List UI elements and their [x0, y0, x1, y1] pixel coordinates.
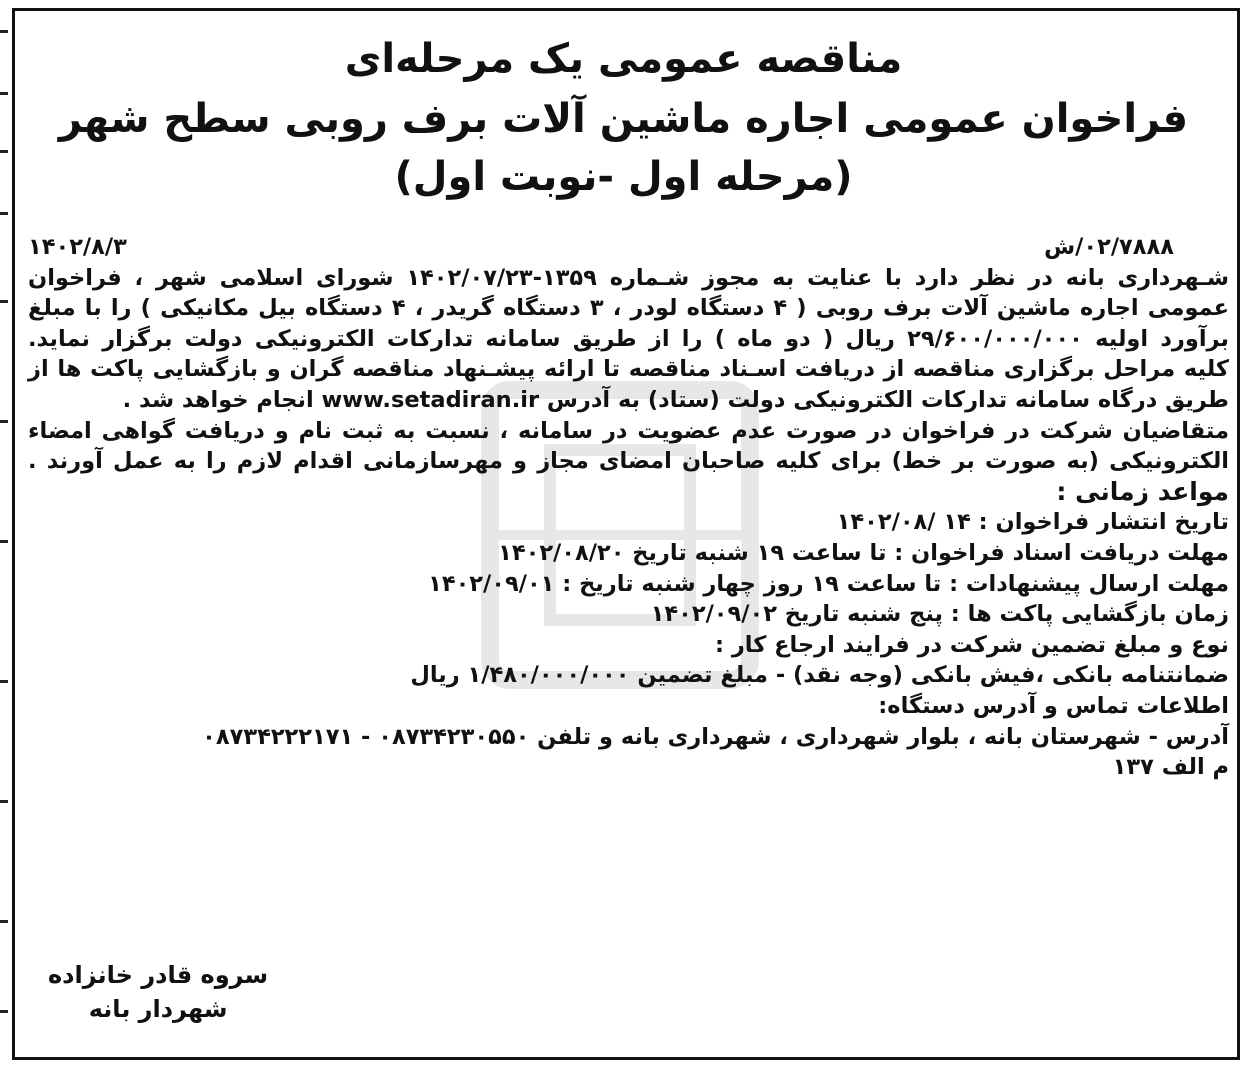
title-line-3: (مرحله اول -نوبت اول) — [394, 154, 853, 200]
schedule-item-publish: تاریخ انتشار فراخوان : ۱۴ /۱۴۰۲/۰۸ — [836, 509, 1229, 536]
membership-line-1: متقاضیان شرکت در فراخوان در صورت عدم عضویت در سامانه ، نسبت به ثبت نام و دریافت گواهی امضاء — [28, 417, 1229, 444]
membership-line-2: الکترونیکی (به صورت بر خط) برای کلیه صاحبان امضای مجاز و مهرسازمانی اقدام لازم را به عمل آورند . — [28, 448, 1229, 475]
signatory-title: شهردار بانه — [88, 995, 228, 1023]
notice-body — [28, 232, 1229, 783]
schedule-heading: مواعد زمانی : — [1056, 476, 1229, 506]
intro-line-3: برآورد اولیه ۲۹/۶۰۰/۰۰۰/۰۰۰ ریال ( دو ماه ) را از طریق سامانه تدارکات الکترونیکی دولت برگزار نماید. — [28, 325, 1229, 352]
schedule-item-submission: مهلت ارسال پیشنهادات : تا ساعت ۱۹ روز چهار شنبه تاریخ : ۱۴۰۲/۰۹/۰۱ — [428, 570, 1229, 597]
notice-header — [0, 30, 1247, 206]
intro-line-2: عمومی اجاره ماشین آلات برف روبی ( ۴ دستگاه لودر ، ۳ دستگاه گریدر ، ۴ دستگاه بیل مکانیکی ) را با مبلغ — [28, 295, 1230, 322]
contact-heading: اطلاعات تماس و آدرس دستگاه: — [878, 692, 1229, 719]
reference-number: ۰۲/۷۸۸۸/ش — [1044, 234, 1174, 260]
intro-line-1: شـهرداری بانه در نظر دارد با عنایت به مجوز شـماره ۱۳۵۹-۱۴۰۲/۰۷/۲۳ شورای اسلامی شهر ، فراخوان — [28, 264, 1229, 291]
reference-line — [28, 232, 1229, 263]
setad-url-link[interactable]: www.setadiran.ir — [321, 386, 540, 413]
schedule-item-opening: زمان بازگشایی پاکت ها : پنج شنبه تاریخ ۱۴۰۲/۰۹/۰۲ — [650, 601, 1229, 628]
contact-code: م الف ۱۳۷ — [1112, 754, 1229, 781]
setad-line — [28, 385, 1229, 416]
title-line-2: فراخوان عمومی اجاره ماشین آلات برف روبی سطح شهر — [58, 96, 1189, 142]
signature-block — [48, 958, 268, 1026]
intro-line-4: کلیه مراحل برگزاری مناقصه از دریافت اسـناد مناقصه تا ارائه پیشـنهاد مناقصه گران و بازگشایی پاکت ها از — [28, 356, 1229, 383]
setad-line-after: انجام خواهد شد . — [122, 386, 322, 413]
setad-line-before: طریق درگاه سامانه تدارکات الکترونیکی دولت (ستاد) به آدرس — [539, 386, 1229, 413]
guarantee-heading: نوع و مبلغ تضمین شرکت در فرایند ارجاع کار : — [715, 631, 1229, 658]
reference-date: ۱۴۰۲/۸/۳ — [28, 234, 127, 260]
title-line-1: مناقصه عمومی یک مرحله‌ای — [344, 36, 903, 82]
schedule-item-documents: مهلت دریافت اسناد فراخوان : تا ساعت ۱۹ شنبه تاریخ ۱۴۰۲/۰۸/۲۰ — [498, 539, 1229, 566]
signatory-name: سروه قادر خانزاده — [48, 961, 269, 989]
guarantee-text: ضمانتنامه بانکی ،فیش بانکی (وجه نقد) - مبلغ تضمین ۱/۴۸۰/۰۰۰/۰۰۰ ریال — [410, 662, 1229, 689]
contact-address: آدرس - شهرستان بانه ، بلوار شهرداری ، شهرداری بانه و تلفن ۰۸۷۳۴۲۳۰۵۵۰ - ۰۸۷۳۴۲۲۲۱۷۱ — [202, 723, 1229, 750]
